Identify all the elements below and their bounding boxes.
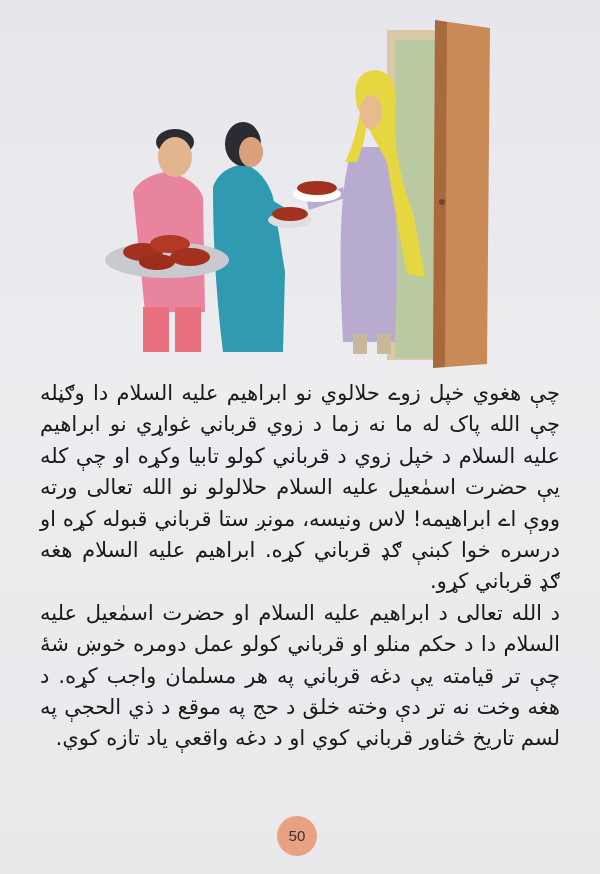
boy-pink-figure — [105, 129, 229, 352]
paragraph-1: چې هغوي خپل زوے حلالوي نو ابراهيم عليه السلام دا وګڼله چې الله پاک له ما نه زما د زوي قرباني غواړي نو ابراهيم عليه السلام د خپل زوي د قرباني کولو تابيا وکړه او چې کله يې حضرت اسمٰعيل عليه السلام حلالولو نو الله تعالى ورته ووې اے ابراهيمه! لاس ونيسه، مونږ ستا قرباني قبوله کړه او درسره خوا کبنې ګډ قرباني کړه. ابراهيم عليه السلام هغه ګډ قرباني کړو. — [40, 381, 560, 594]
illustration-eid-meat-distribution — [95, 12, 505, 372]
body-text — [40, 378, 560, 755]
paragraph-2: د الله تعالى د ابراهيم عليه السلام او حضرت اسمٰعيل عليه السلام دا د حکم منلو او قرباني کولو عمل دومره خوښ شۀ چې تر قيامته يې دغه قرباني په هر مسلمان واجب کړه. د هغه وخت نه تر دې وخته خلق د حج په موقع د ذي الحجې په لسم تاريخ څناور قرباني کوي او د دغه واقعې ياد تازه کوي. — [40, 600, 560, 751]
page-number-badge — [277, 816, 317, 856]
door-knob-icon — [439, 199, 445, 205]
page-number: 50 — [288, 827, 306, 845]
boy-blue-figure — [213, 122, 312, 352]
